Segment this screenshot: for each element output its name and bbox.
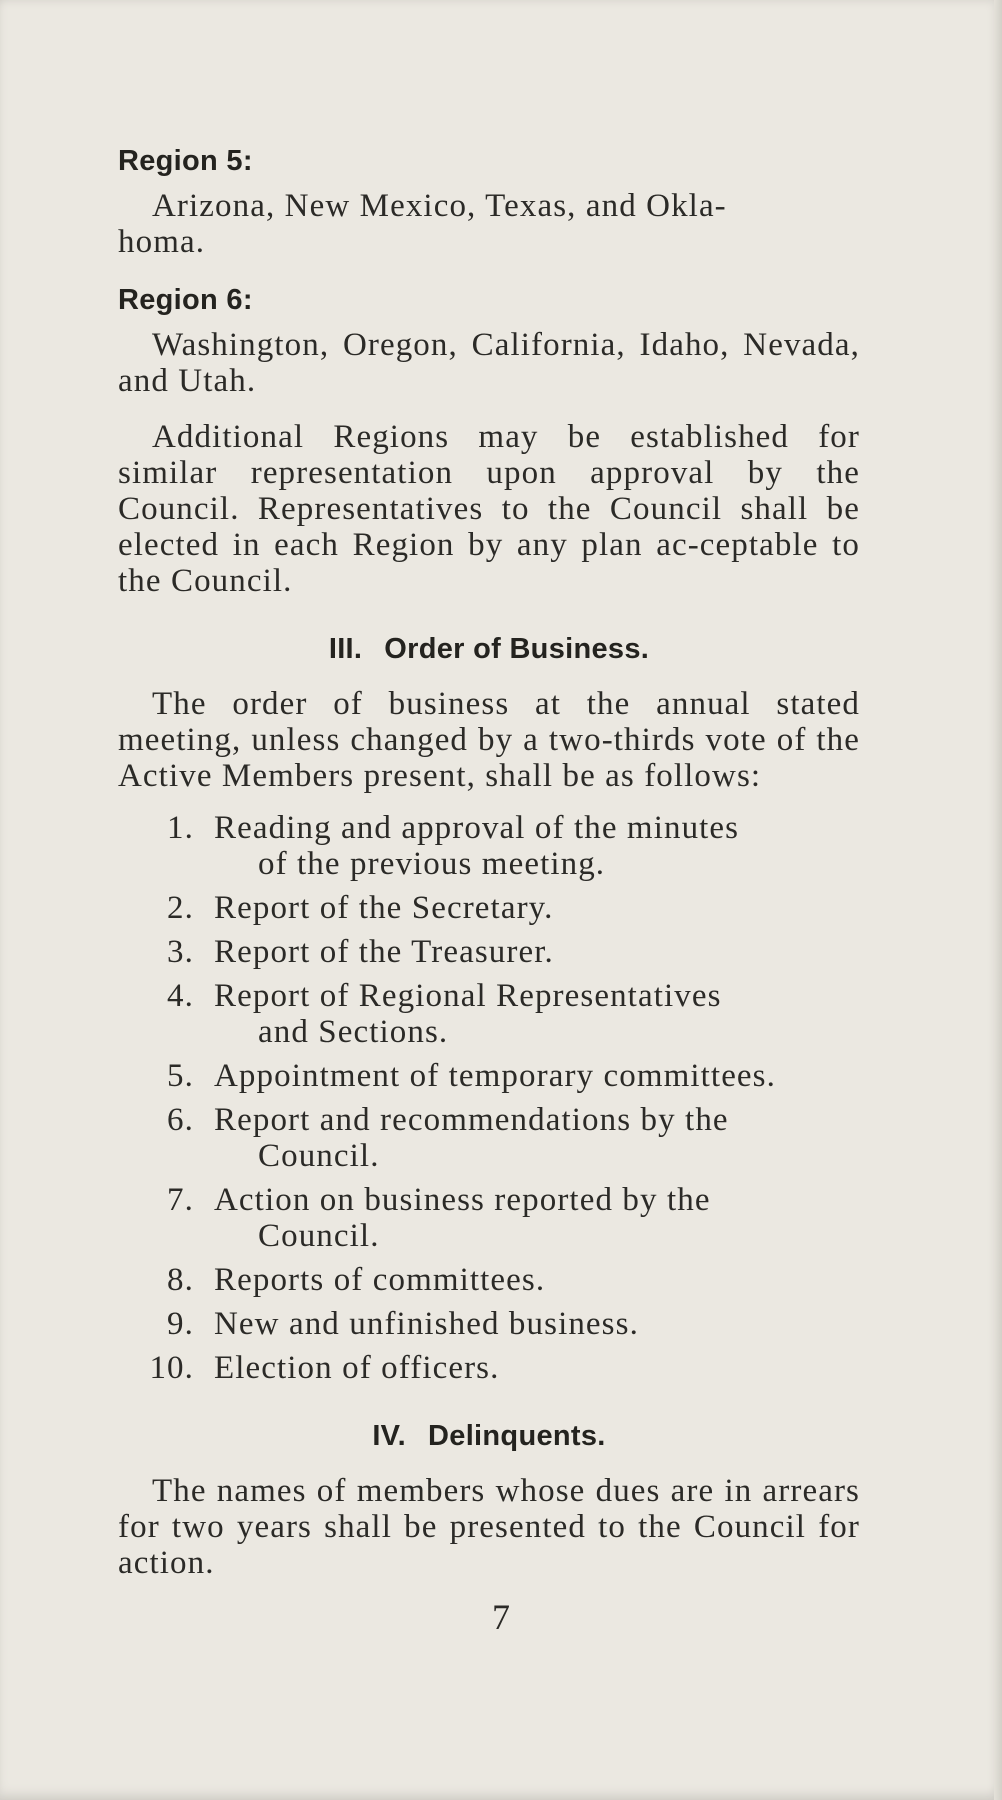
- section-4-heading: Delinquents.: [428, 1420, 606, 1452]
- list-item-number: 8.: [167, 1262, 194, 1298]
- section-3-title: [118, 633, 860, 666]
- region-5-heading: Region 5:: [118, 145, 253, 177]
- list-item-number: 4.: [167, 978, 194, 1014]
- list-item: [118, 1350, 860, 1386]
- list-item-text: Report and recommendations by the: [214, 1102, 729, 1138]
- region-6-states: Washington, Oregon, California, Idaho, Nevada, and Utah.: [118, 327, 860, 399]
- list-item-text: Reading and approval of the minutes: [214, 810, 740, 846]
- list-item-text-continued: of the previous meeting.: [258, 846, 606, 882]
- list-item: [118, 1102, 860, 1174]
- region-6-heading: Region 6:: [118, 284, 253, 316]
- list-item-text: Reports of committees.: [214, 1262, 546, 1298]
- list-item: [118, 890, 860, 926]
- list-item-number: 2.: [167, 890, 194, 926]
- list-item-text-continued: Council.: [258, 1138, 380, 1174]
- section-3-number: III.: [328, 633, 363, 665]
- list-item-number: 6.: [167, 1102, 194, 1138]
- list-item-text: New and unfinished business.: [214, 1306, 639, 1342]
- list-item-number: 9.: [167, 1306, 194, 1342]
- list-item: [118, 1058, 860, 1094]
- order-of-business-intro: The order of business at the annual stated meeting, unless changed by a two-thirds vote of the Active Members present, shall be as follows:: [118, 686, 860, 794]
- section-3-heading: Order of Business.: [384, 633, 650, 665]
- list-item-number: 1.: [167, 810, 194, 846]
- list-item-text: Appointment of temporary committees.: [214, 1058, 776, 1094]
- region-5-states: Arizona, New Mexico, Texas, and Okla- homa.: [118, 188, 727, 260]
- list-item-text: Report of the Treasurer.: [214, 934, 554, 970]
- section-4-title: [118, 1420, 860, 1453]
- list-item-text: Election of officers.: [214, 1350, 500, 1386]
- list-item-text-continued: Council.: [258, 1218, 380, 1254]
- list-item: [118, 1262, 860, 1298]
- list-item-text: Action on business reported by the: [214, 1182, 711, 1218]
- list-item-number: 10.: [149, 1350, 194, 1386]
- list-item-number: 3.: [167, 934, 194, 970]
- list-item: [118, 934, 860, 970]
- list-item: [118, 810, 860, 882]
- delinquents-paragraph: The names of members whose dues are in arrears for two years shall be presented to the Council for action.: [118, 1473, 860, 1581]
- page-edge-shadow: [994, 0, 1002, 1800]
- list-item-text: Report of Regional Representatives: [214, 978, 722, 1014]
- section-4-number: IV.: [372, 1420, 407, 1452]
- list-item: [118, 978, 860, 1050]
- list-item: [118, 1182, 860, 1254]
- additional-regions-paragraph: Additional Regions may be established for similar representation upon approval by the Council. Representatives to the Council shall be elected in each Region by any plan ac-ceptable to the Council.: [118, 419, 860, 599]
- list-item-text: Report of the Secretary.: [214, 890, 554, 926]
- order-of-business-list: [118, 810, 860, 1386]
- list-item: [118, 1306, 860, 1342]
- list-item-number: 7.: [167, 1182, 194, 1218]
- page-content: [118, 145, 860, 1581]
- list-item-number: 5.: [167, 1058, 194, 1094]
- page-number: 7: [492, 1597, 510, 1637]
- list-item-text-continued: and Sections.: [258, 1014, 449, 1050]
